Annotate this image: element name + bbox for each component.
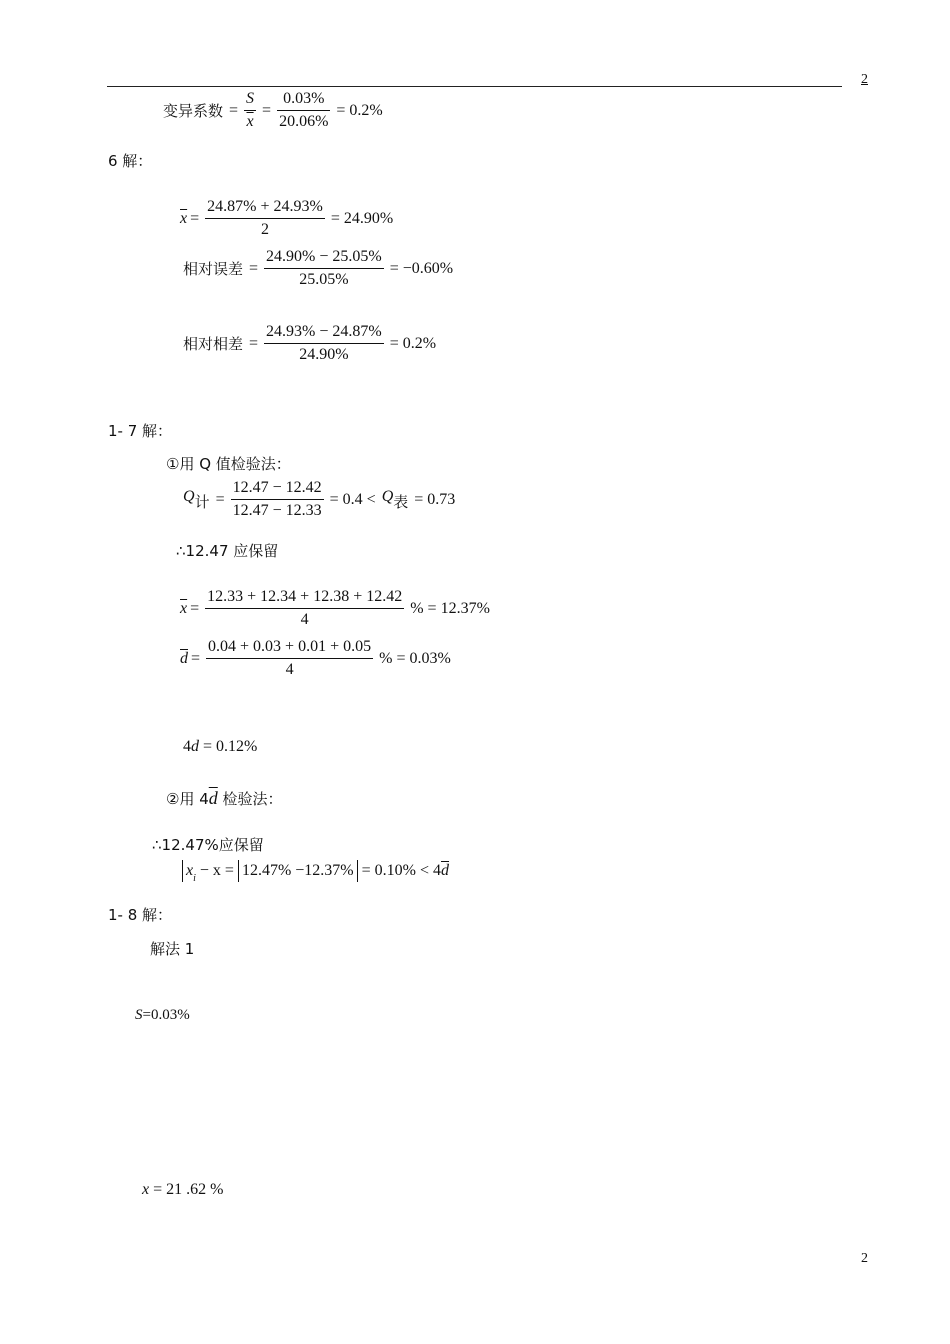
section-8-heading: 1- 8 解： — [108, 906, 173, 924]
cv-result: = 0.2% — [336, 101, 383, 119]
eq6-mean: $\overline{x}$ = $\frac{24.87\% + 24.93\%}{2}$ = 24.90% — [180, 198, 394, 238]
eq7-avg-dev: $\overline{d}$ = $\frac{0.04 + 0.03 + 0.01 + 0.05}{4}$ % = 0.03% — [180, 638, 451, 678]
section-6-heading: 6 解： — [108, 152, 153, 170]
method-1-label: 解法 1 — [150, 940, 195, 958]
header-rule — [107, 86, 842, 87]
q-test-title: ①用 Q 值检验法： — [166, 455, 291, 473]
page-number-top: 2 — [861, 72, 868, 87]
eq7-check: $x_i - x = 12.47\% -12.37\% = 0.10\% < 4\overline{d}$ — [182, 860, 449, 882]
keep-conclusion-1: ∴12.47 应保留 — [176, 542, 279, 560]
keep-conclusion-2: ∴12.47%应保留 — [152, 836, 264, 854]
eq6-rel-error: 相对误差 = $\frac{24.90\% - 25.05\%}{25.05\%}$ = −0.60% — [183, 248, 454, 288]
cv-equation: 变异系数 = $\frac{S}{x}$ = $\frac{0.03\%}{20.06\%}$ = 0.2% — [160, 88, 386, 133]
cv-frac-2: $\frac{0.03\%}{20.06\%}$ — [279, 90, 329, 130]
section-7-heading: 1- 7 解： — [108, 422, 173, 440]
cv-frac-1: $\frac{S}{x}$ — [246, 90, 255, 130]
q-test-equation: $Q_计$ = $\frac{12.47 - 12.42}{12.47 - 12.33}$ = 0.4 < $Q_表$ = 0.73 — [183, 479, 456, 519]
d-test-title: ②用 $4\overline{d}$ 检验法： — [166, 788, 283, 808]
x-value: x = 21 .62 % — [142, 1181, 224, 1198]
s-value: S=0.03% — [135, 1007, 190, 1023]
eq7-mean: $\overline{x}$ = $\frac{12.33 + 12.34 + 12.38 + 12.42}{4}$ % = 12.37% — [180, 588, 490, 628]
page-number-bottom: 2 — [861, 1251, 868, 1266]
eq6-rel-diff: 相对相差 = $\frac{24.93\% - 24.87\%}{24.90\%}$ = 0.2% — [183, 323, 437, 363]
cv-label: 变异系数 — [163, 102, 224, 120]
eq7-4d: 4d = 0.12% — [183, 738, 258, 755]
